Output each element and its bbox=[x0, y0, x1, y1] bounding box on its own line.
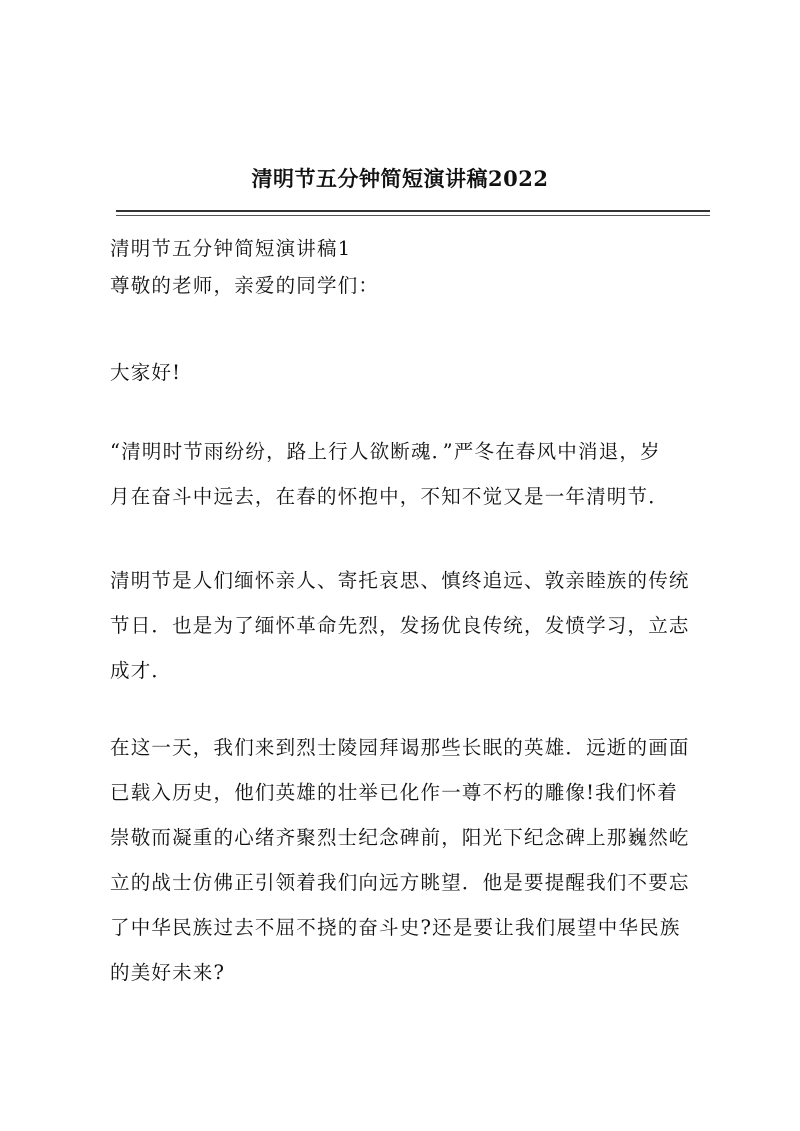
title-divider-thin bbox=[116, 215, 710, 216]
paragraph-1 bbox=[110, 429, 710, 519]
paragraph-2 bbox=[110, 558, 710, 693]
paragraph-line: 节日．也是为了缅怀革命先烈，发扬优良传统，发愤学习，立志 bbox=[110, 614, 690, 637]
paragraph-line: 在这一天，我们来到烈士陵园拜谒那些长眠的英雄．远逝的画面 bbox=[110, 736, 690, 759]
greeting bbox=[110, 350, 710, 395]
title-divider-thick bbox=[116, 210, 710, 212]
subtitle-line: 清明节五分钟简短演讲稿1 bbox=[110, 237, 352, 260]
paragraph-line: 月在奋斗中远去，在春的怀抱中，不知不觉又是一年清明节． bbox=[110, 485, 669, 508]
paragraph-line: 已载入历史，他们英雄的壮举已化作一尊不朽的雕像!我们怀着 bbox=[110, 781, 678, 804]
salutation bbox=[110, 263, 710, 308]
greeting-line: 大家好! bbox=[110, 361, 182, 384]
paragraph-line: 成才． bbox=[110, 659, 173, 682]
salutation-line: 尊敬的老师，亲爱的同学们： bbox=[110, 274, 380, 297]
paragraph-line: 立的战士仿佛正引领着我们向远方眺望．他是要提醒我们不要忘 bbox=[110, 871, 690, 894]
paragraph-line: 的美好未来? bbox=[110, 961, 226, 984]
paragraph-line: 清明节是人们缅怀亲人、寄托哀思、慎终追远、敦亲睦族的传统 bbox=[110, 569, 690, 592]
document-title: 清明节五分钟简短演讲稿2022 bbox=[251, 166, 549, 191]
paragraph-line: 崇敬而凝重的心绪齐聚烈士纪念碑前，阳光下纪念碑上那巍然屹 bbox=[110, 826, 690, 849]
paragraph-line: “清明时节雨纷纷，路上行人欲断魂．”严冬在春风中消退，岁 bbox=[110, 440, 661, 463]
paragraph-3 bbox=[110, 725, 710, 995]
paragraph-line: 了中华民族过去不屈不挠的奋斗史?还是要让我们展望中华民族 bbox=[110, 916, 681, 939]
